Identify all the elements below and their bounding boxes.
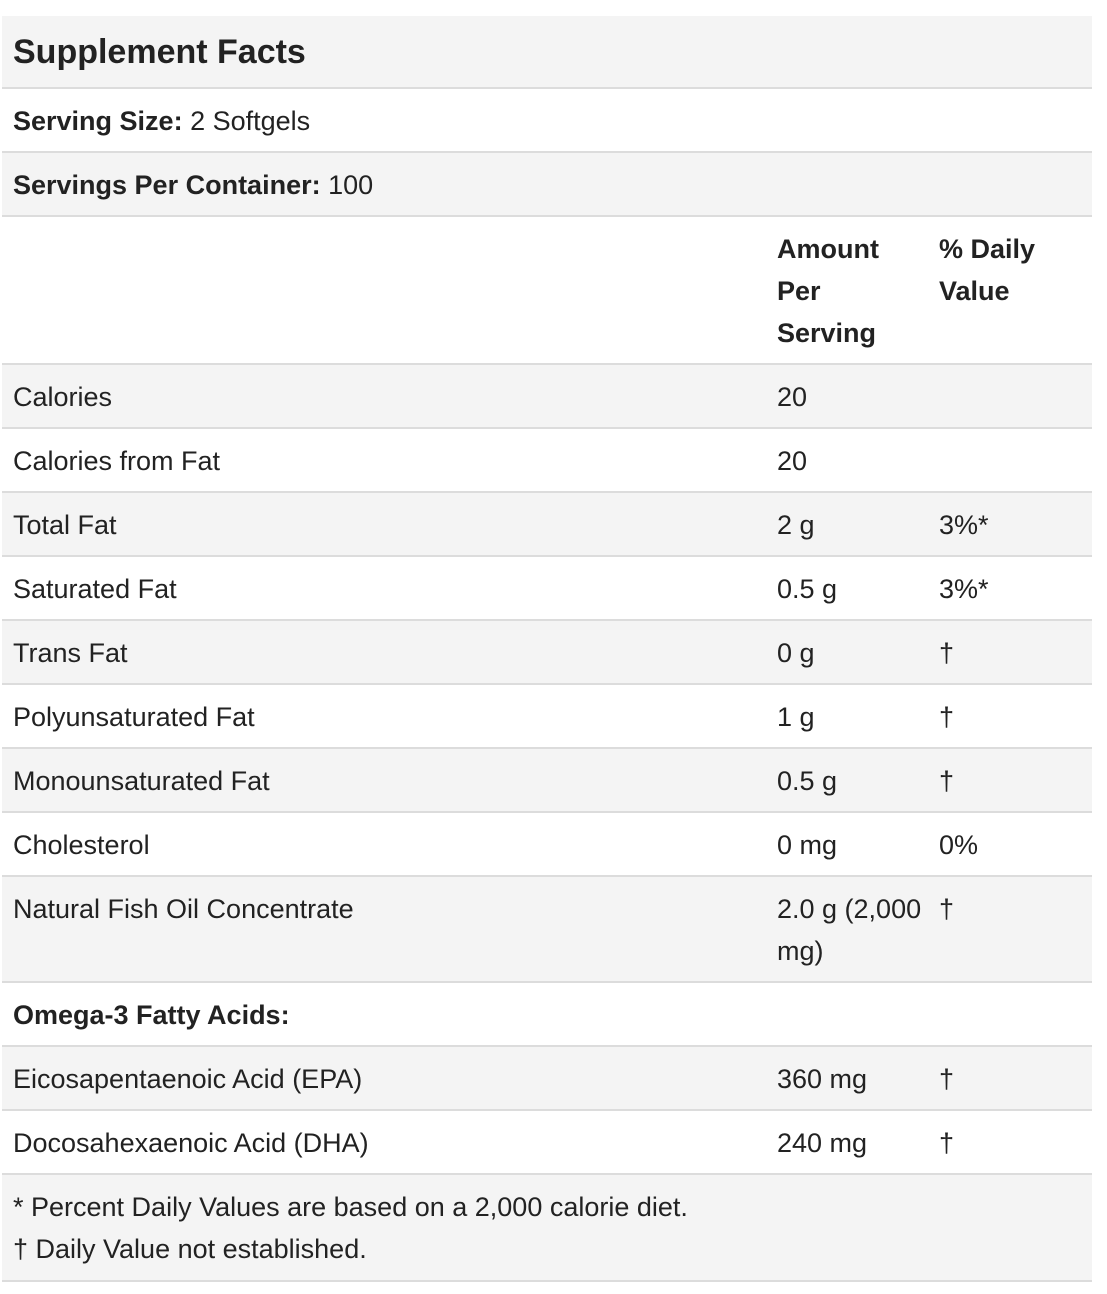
table-row — [2, 685, 1092, 749]
nutrient-amount: 1 g — [777, 702, 815, 732]
nutrient-name: Calories from Fat — [13, 446, 221, 476]
nutrient-daily-value: † — [939, 766, 955, 796]
table-row — [2, 749, 1092, 813]
nutrient-amount: 360 mg — [777, 1064, 868, 1094]
nutrient-amount: 240 mg — [777, 1128, 868, 1158]
section-header-row — [2, 983, 1092, 1047]
nutrient-name: Natural Fish Oil Concentrate — [13, 894, 354, 924]
section-header: Omega-3 Fatty Acids: — [13, 1000, 290, 1030]
column-header-row — [2, 217, 1092, 365]
amount-header: Amount Per Serving — [777, 234, 879, 348]
serving-size-row — [2, 89, 1092, 153]
table-row — [2, 1111, 1092, 1175]
nutrient-daily-value: † — [939, 1064, 955, 1094]
nutrient-name: Total Fat — [13, 510, 117, 540]
servings-per-container — [13, 164, 373, 206]
nutrient-amount: 2 g — [777, 510, 815, 540]
table-row — [2, 557, 1092, 621]
table-row — [2, 813, 1092, 877]
footnote-not-established: † Daily Value not established. — [13, 1234, 367, 1264]
nutrient-name: Cholesterol — [13, 830, 150, 860]
daily-value-header: % Daily Value — [939, 234, 1036, 306]
nutrient-amount: 0 mg — [777, 830, 838, 860]
table-row — [2, 621, 1092, 685]
nutrient-amount: 20 — [777, 446, 808, 476]
serving-size-label: Serving Size: — [13, 106, 183, 136]
nutrient-daily-value: 0% — [939, 830, 979, 860]
nutrient-name: Docosahexaenoic Acid (DHA) — [13, 1128, 369, 1158]
panel-title: Supplement Facts — [13, 33, 306, 71]
nutrient-name: Eicosapentaenoic Acid (EPA) — [13, 1064, 363, 1094]
nutrient-daily-value: † — [939, 638, 955, 668]
footnotes-row — [2, 1175, 1092, 1282]
table-row — [2, 877, 1092, 983]
title-row — [2, 16, 1092, 89]
supplement-facts-table — [2, 16, 1092, 1282]
nutrient-daily-value: † — [939, 1128, 955, 1158]
nutrient-amount: 2.0 g (2,000 mg) — [777, 894, 922, 966]
nutrient-daily-value: † — [939, 894, 955, 924]
nutrient-amount: 0.5 g — [777, 574, 838, 604]
nutrient-name: Calories — [13, 382, 113, 412]
table-row — [2, 429, 1092, 493]
serving-size — [13, 100, 310, 142]
nutrient-name: Polyunsaturated Fat — [13, 702, 255, 732]
footnote-percent-daily: * Percent Daily Values are based on a 2,000 calorie diet. — [13, 1192, 688, 1222]
table-row — [2, 1047, 1092, 1111]
nutrient-name: Monounsaturated Fat — [13, 766, 270, 796]
serving-size-value: 2 Softgels — [182, 106, 311, 136]
nutrient-amount: 0 g — [777, 638, 815, 668]
table-row — [2, 493, 1092, 557]
nutrient-name: Trans Fat — [13, 638, 128, 668]
nutrient-name: Saturated Fat — [13, 574, 177, 604]
nutrient-amount: 20 — [777, 382, 808, 412]
servings-per-container-label: Servings Per Container: — [13, 170, 321, 200]
servings-per-container-value: 100 — [320, 170, 374, 200]
nutrient-daily-value: 3%* — [939, 574, 989, 604]
nutrient-daily-value: 3%* — [939, 510, 989, 540]
servings-per-container-row — [2, 153, 1092, 217]
table-row — [2, 365, 1092, 429]
nutrient-amount: 0.5 g — [777, 766, 838, 796]
nutrient-daily-value: † — [939, 702, 955, 732]
